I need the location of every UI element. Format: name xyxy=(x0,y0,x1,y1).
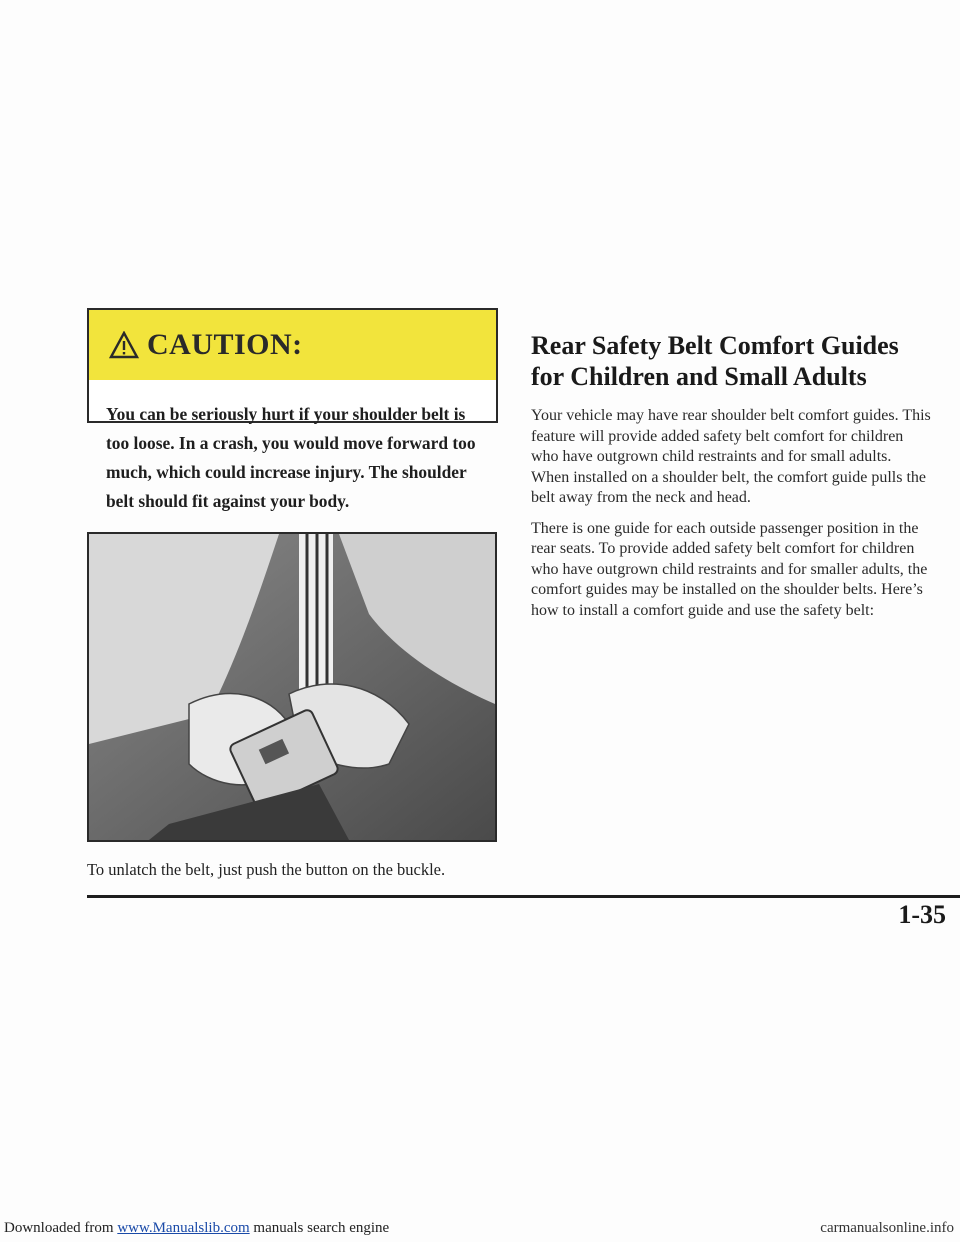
warning-triangle-icon xyxy=(109,331,139,359)
manualslib-link[interactable]: www.Manualslib.com xyxy=(117,1220,250,1236)
photo-caption: To unlatch the belt, just push the button on the buckle. xyxy=(87,860,446,879)
section-title: Rear Safety Belt Comfort Guides for Children and Small Adults xyxy=(531,331,899,391)
footer-suffix: manuals search engine xyxy=(253,1220,390,1236)
download-footer xyxy=(0,1218,960,1242)
footer-left xyxy=(4,1220,389,1237)
watermark-text: carmanualsonline.info xyxy=(820,1220,954,1236)
page-rule xyxy=(87,895,960,898)
paragraph: There is one guide for each outside passenger position in the rear seats. To provide added safety belt comfort for children who have outgrown child restraints and for smaller adults, the comfort guides may be installed on the shoulder belts. Here’s how to install a comfort guide and use the safety belt: xyxy=(531,519,928,619)
paragraph: Your vehicle may have rear shoulder belt comfort guides. This feature will provide added safety belt comfort for children who have outgrown child restraints and for small adults. When installed on a shoulder belt, the comfort guide pulls the belt away from the neck and head. xyxy=(531,407,931,506)
caution-header xyxy=(87,308,498,380)
caution-text: You can be seriously hurt if your shoulder belt is too loose. In a crash, you would move forward too much, which could increase injury. The shoulder belt should fit against your body. xyxy=(106,404,476,511)
caution-title: CAUTION: xyxy=(147,328,303,361)
footer-prefix: Downloaded from xyxy=(4,1220,114,1236)
buckle-illustration xyxy=(87,532,497,842)
page-number: 1-35 xyxy=(898,900,946,929)
right-column xyxy=(531,330,931,631)
